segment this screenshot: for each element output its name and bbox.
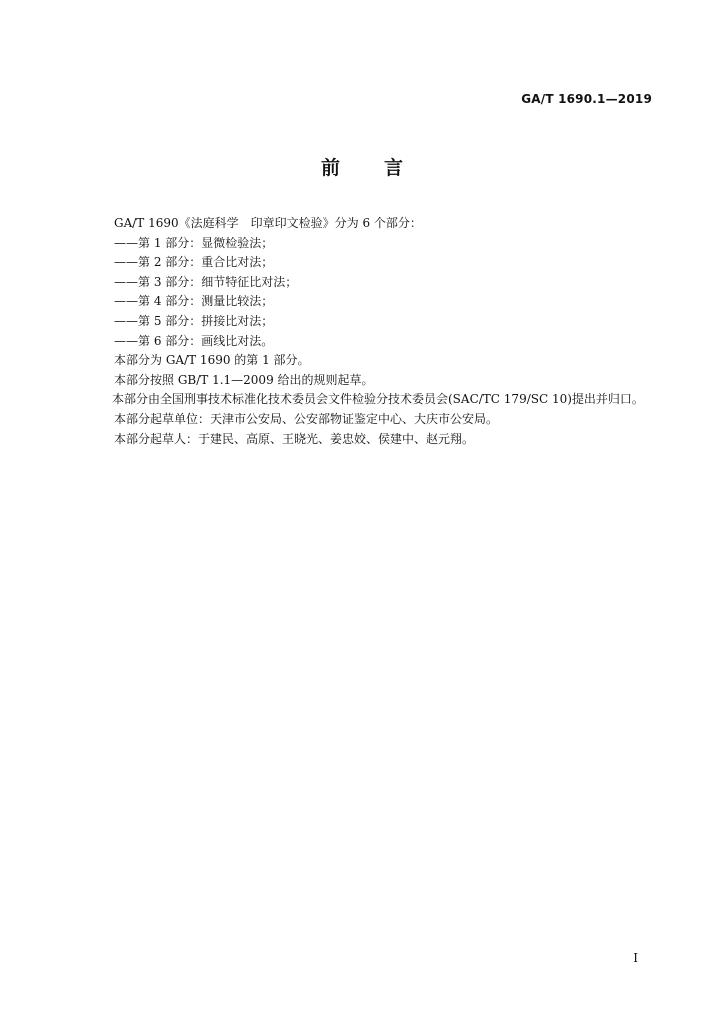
title-char-2: 言	[384, 157, 404, 179]
intro-paragraph: GA/T 1690《法庭科学 印章印文检验》分为 6 个部分：	[114, 216, 422, 230]
part-of-paragraph: 本部分为 GA/T 1690 的第 1 部分。	[114, 353, 310, 368]
part-item-4: ——第 4 部分：测量比较法；	[114, 294, 274, 309]
drafting-units-paragraph: 本部分起草单位：天津市公安局、公安部物证鉴定中心、大庆市公安局。	[114, 411, 499, 426]
drafters-paragraph: 本部分起草人：于建民、高原、王晓光、姜忠姣、侯建中、赵元翔。	[114, 431, 475, 446]
part-item-3: ——第 3 部分：细节特征比对法；	[114, 274, 298, 289]
rules-paragraph: 本部分按照 GB/T 1.1—2009 给出的规则起草。	[114, 372, 374, 387]
standard-code: GA/T 1690.1—2019	[521, 92, 652, 106]
part-item-2: ——第 2 部分：重合比对法；	[114, 255, 274, 270]
part-item-1: ——第 1 部分：显微检验法；	[114, 235, 274, 250]
foreword-body	[92, 214, 657, 449]
part-item-5: ——第 5 部分：拼接比对法；	[114, 313, 274, 328]
page-number: I	[633, 951, 638, 965]
page-title	[0, 153, 724, 180]
proposed-paragraph: 本部分由全国刑事技术标准化技术委员会文件检验分技术委员会(SAC/TC 179/SC 10)提出并归口。	[112, 392, 644, 407]
title-char-1: 前	[320, 157, 340, 179]
part-item-6: ——第 6 部分：画线比对法。	[114, 333, 274, 348]
